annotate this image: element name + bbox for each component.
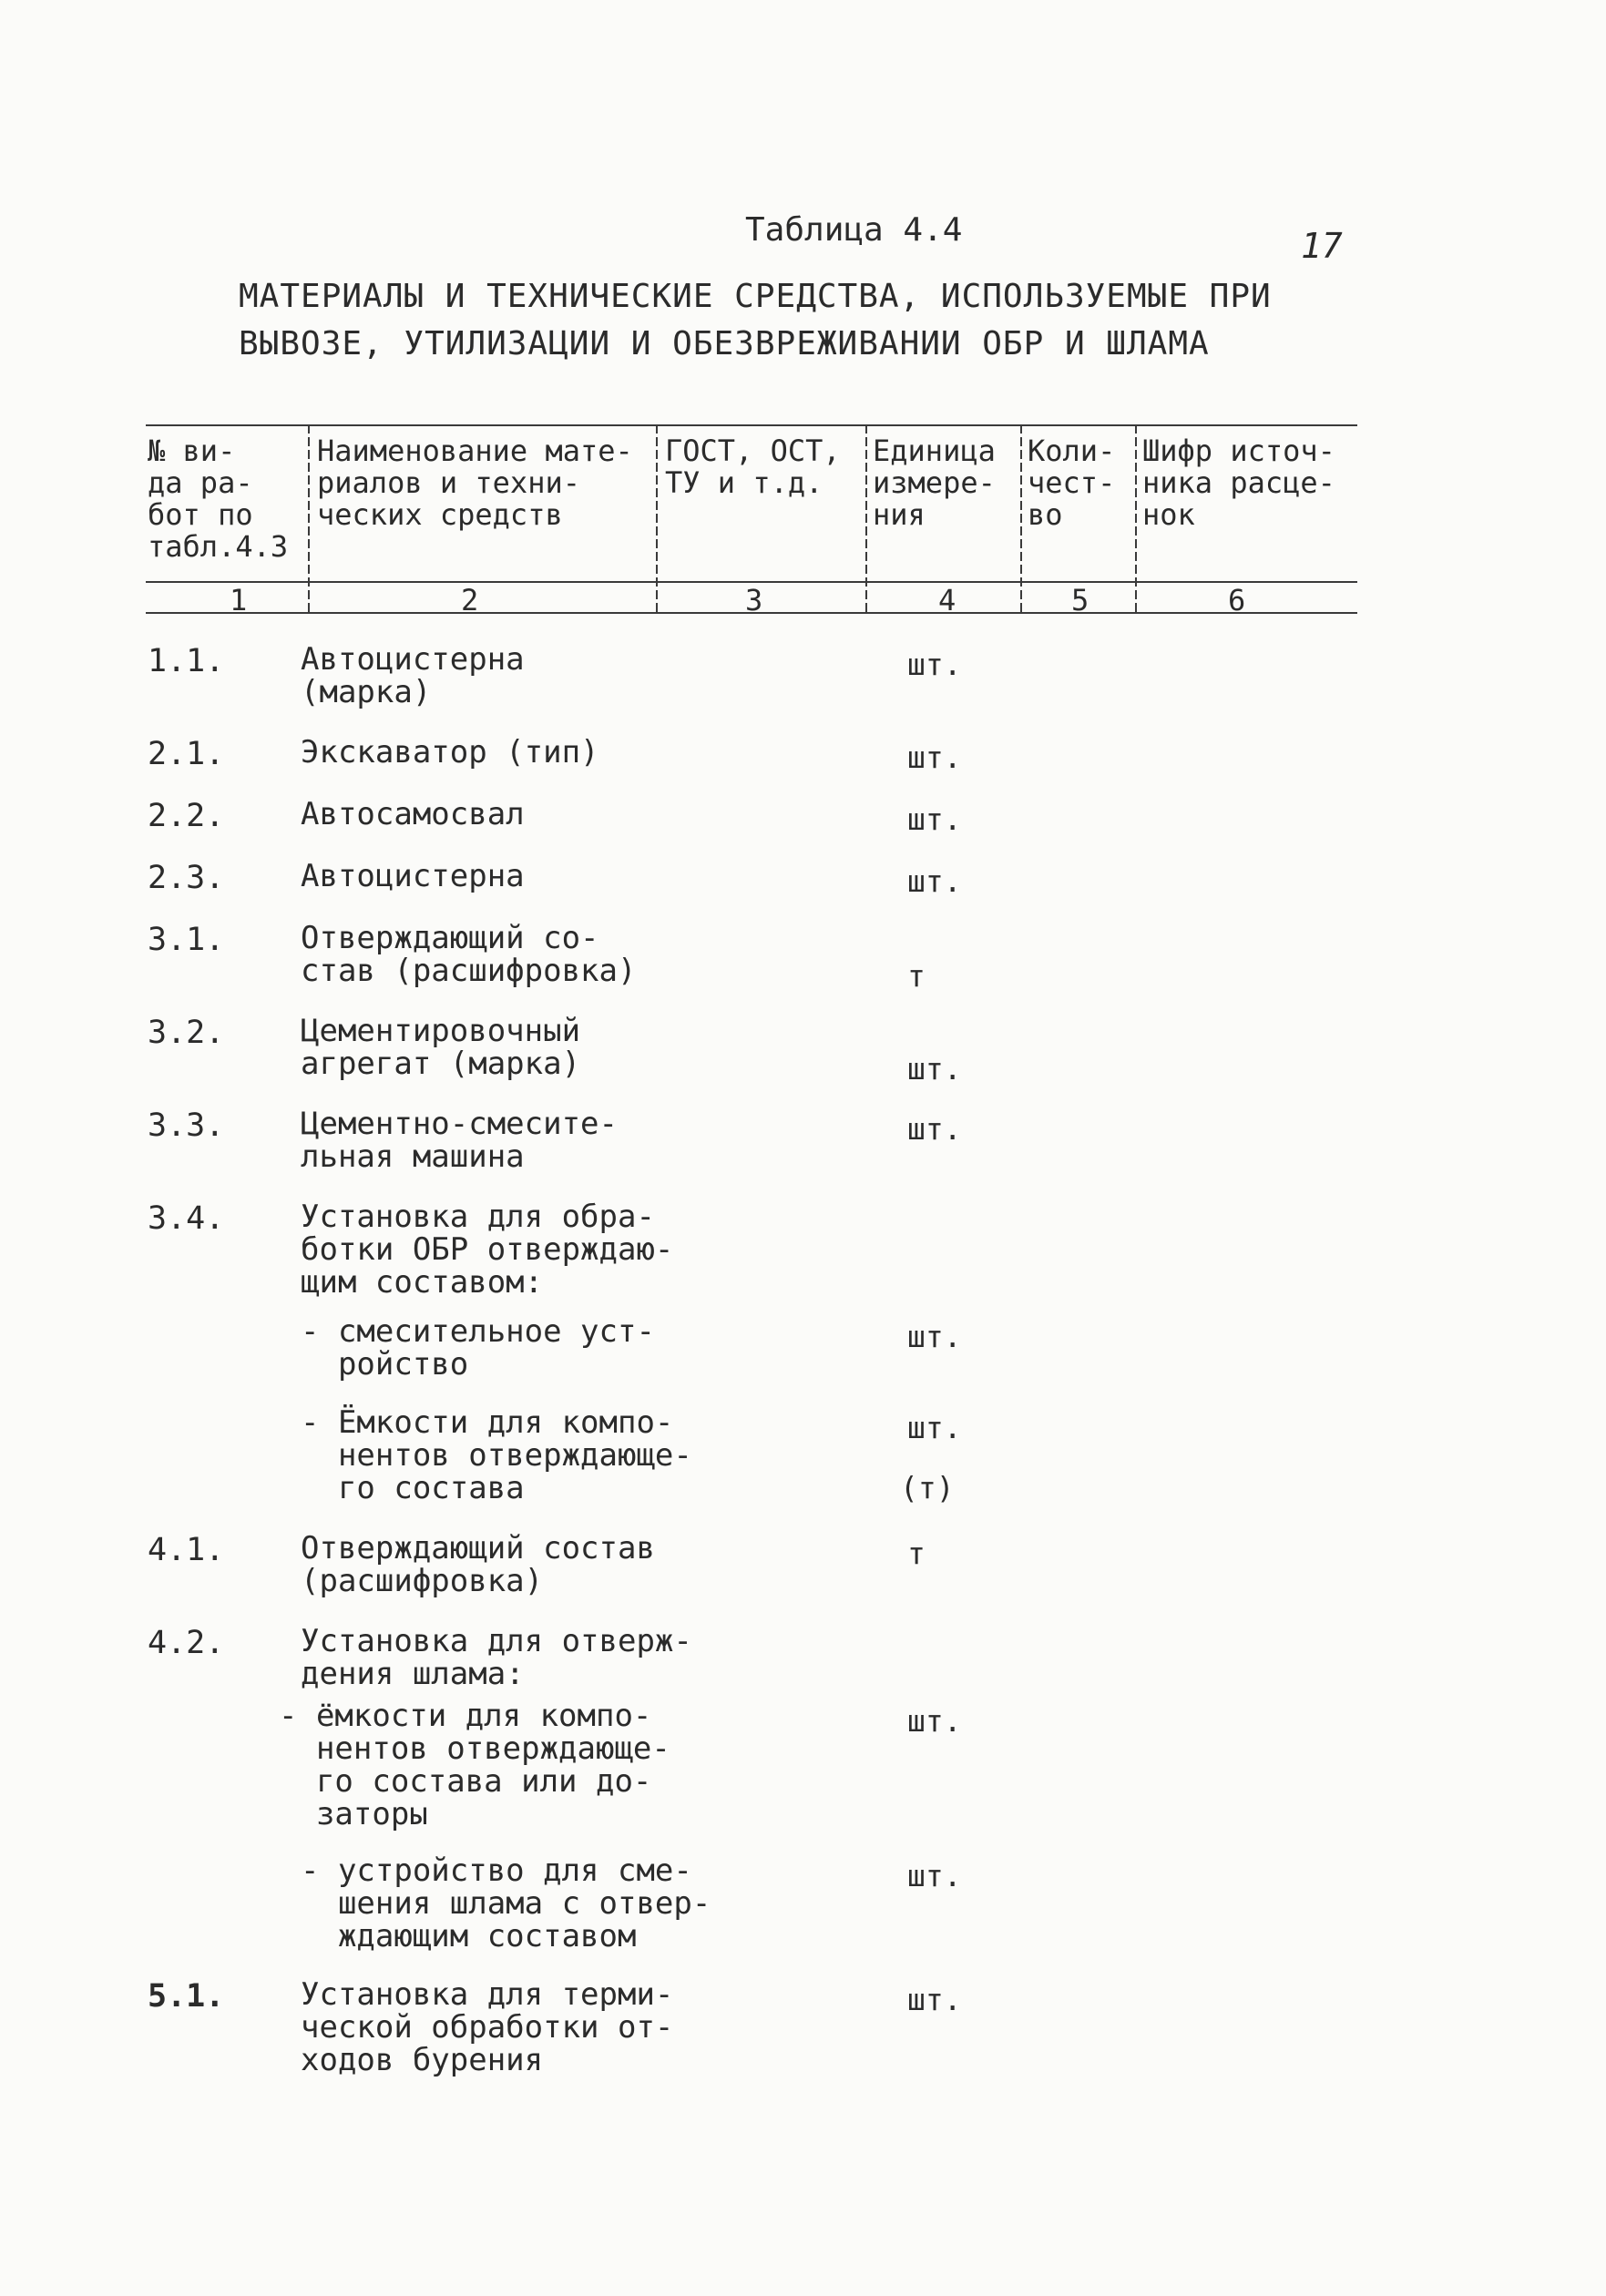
row-name: - устройство для сме- шения шлама с отвер- ждающим составом	[301, 1852, 711, 1954]
table-title: Таблица 4.4	[745, 211, 963, 249]
column-header-2: Наименование мате- риалов и техни- ческих средств	[317, 434, 633, 532]
row-unit: шт.	[907, 1410, 962, 1445]
row-unit: шт.	[907, 1703, 962, 1739]
row-code: 5.1.	[148, 1978, 225, 2015]
row-name: Экскаватор (тип)	[301, 734, 599, 770]
row-unit: шт.	[907, 740, 962, 775]
row-name: Автоцистерна	[301, 858, 525, 894]
row-unit: шт.	[907, 1858, 962, 1893]
column-number-1: 1	[230, 583, 248, 617]
table-heading-line-2: ВЫВОЗЕ, УТИЛИЗАЦИИ И ОБЕЗВРЕЖИВАНИИ ОБР И ШЛАМА	[239, 325, 1210, 362]
row-name: Отверждающий со- став (расшифровка)	[301, 920, 637, 989]
column-header-6: Шифр источ- ника расце- нок	[1142, 434, 1335, 532]
row-name: Установка для обра- ботки ОБР отверждаю- щим составом:	[301, 1199, 674, 1301]
row-unit: шт.	[907, 1111, 962, 1147]
row-unit: шт.	[907, 1051, 962, 1087]
column-header-5: Коли- чест- во	[1028, 434, 1116, 532]
row-name: Автосамосвал	[301, 796, 525, 832]
row-name: Установка для отверж- дения шлама:	[301, 1623, 692, 1692]
row-code: 2.2.	[148, 798, 225, 834]
row-code: 4.1.	[148, 1532, 225, 1568]
row-unit: шт.	[907, 863, 962, 899]
row-unit: т	[907, 1536, 926, 1571]
column-divider	[1020, 424, 1022, 612]
row-code: 3.1.	[148, 922, 225, 958]
page-number: 17	[1301, 226, 1343, 266]
column-header-1: № ви- да ра- бот по табл.4.3	[148, 434, 289, 564]
row-unit: шт.	[907, 1319, 962, 1354]
row-code: 3.3.	[148, 1107, 225, 1144]
table-heading-line-1: МАТЕРИАЛЫ И ТЕХНИЧЕСКИЕ СРЕДСТВА, ИСПОЛЬЗУЕМЫЕ ПРИ	[239, 278, 1272, 315]
row-code: 3.4.	[148, 1200, 225, 1237]
column-header-4: Единица измере- ния	[873, 434, 996, 532]
column-divider	[308, 424, 310, 612]
row-name: - ёмкости для компо- нентов отверждающе- го состава или до- заторы	[279, 1698, 670, 1832]
column-header-3: ГОСТ, ОСТ, ТУ и т.д.	[665, 434, 841, 500]
row-name: - Ёмкости для компо- нентов отверждающе- го состава	[301, 1404, 692, 1506]
row-name: Цементно-смесите- льная машина	[301, 1106, 618, 1175]
row-code: 2.1.	[148, 736, 225, 772]
column-number-3: 3	[745, 583, 763, 617]
row-code: 4.2.	[148, 1625, 225, 1661]
column-number-4: 4	[938, 583, 956, 617]
row-unit: (т)	[900, 1470, 955, 1505]
column-number-5: 5	[1071, 583, 1089, 617]
column-divider	[865, 424, 867, 612]
column-divider	[656, 424, 658, 612]
row-code: 2.3.	[148, 860, 225, 896]
row-unit: шт.	[907, 1982, 962, 2017]
row-unit: шт.	[907, 647, 962, 682]
row-unit: т	[907, 958, 926, 994]
row-unit: шт.	[907, 801, 962, 837]
column-number-2: 2	[461, 583, 479, 617]
column-number-6: 6	[1228, 583, 1246, 617]
row-name: Автоцистерна (марка)	[301, 641, 525, 710]
table-top-rule	[146, 424, 1357, 426]
row-code: 1.1.	[148, 643, 225, 679]
row-name: Установка для терми- ческой обработки от- ходов бурения	[301, 1976, 674, 2078]
row-code: 3.2.	[148, 1015, 225, 1051]
row-name: - смесительное уст- ройство	[301, 1313, 655, 1383]
column-divider	[1135, 424, 1137, 612]
row-name: Цементировочный агрегат (марка)	[301, 1013, 581, 1082]
row-name: Отверждающий состав (расшифровка)	[301, 1530, 655, 1599]
